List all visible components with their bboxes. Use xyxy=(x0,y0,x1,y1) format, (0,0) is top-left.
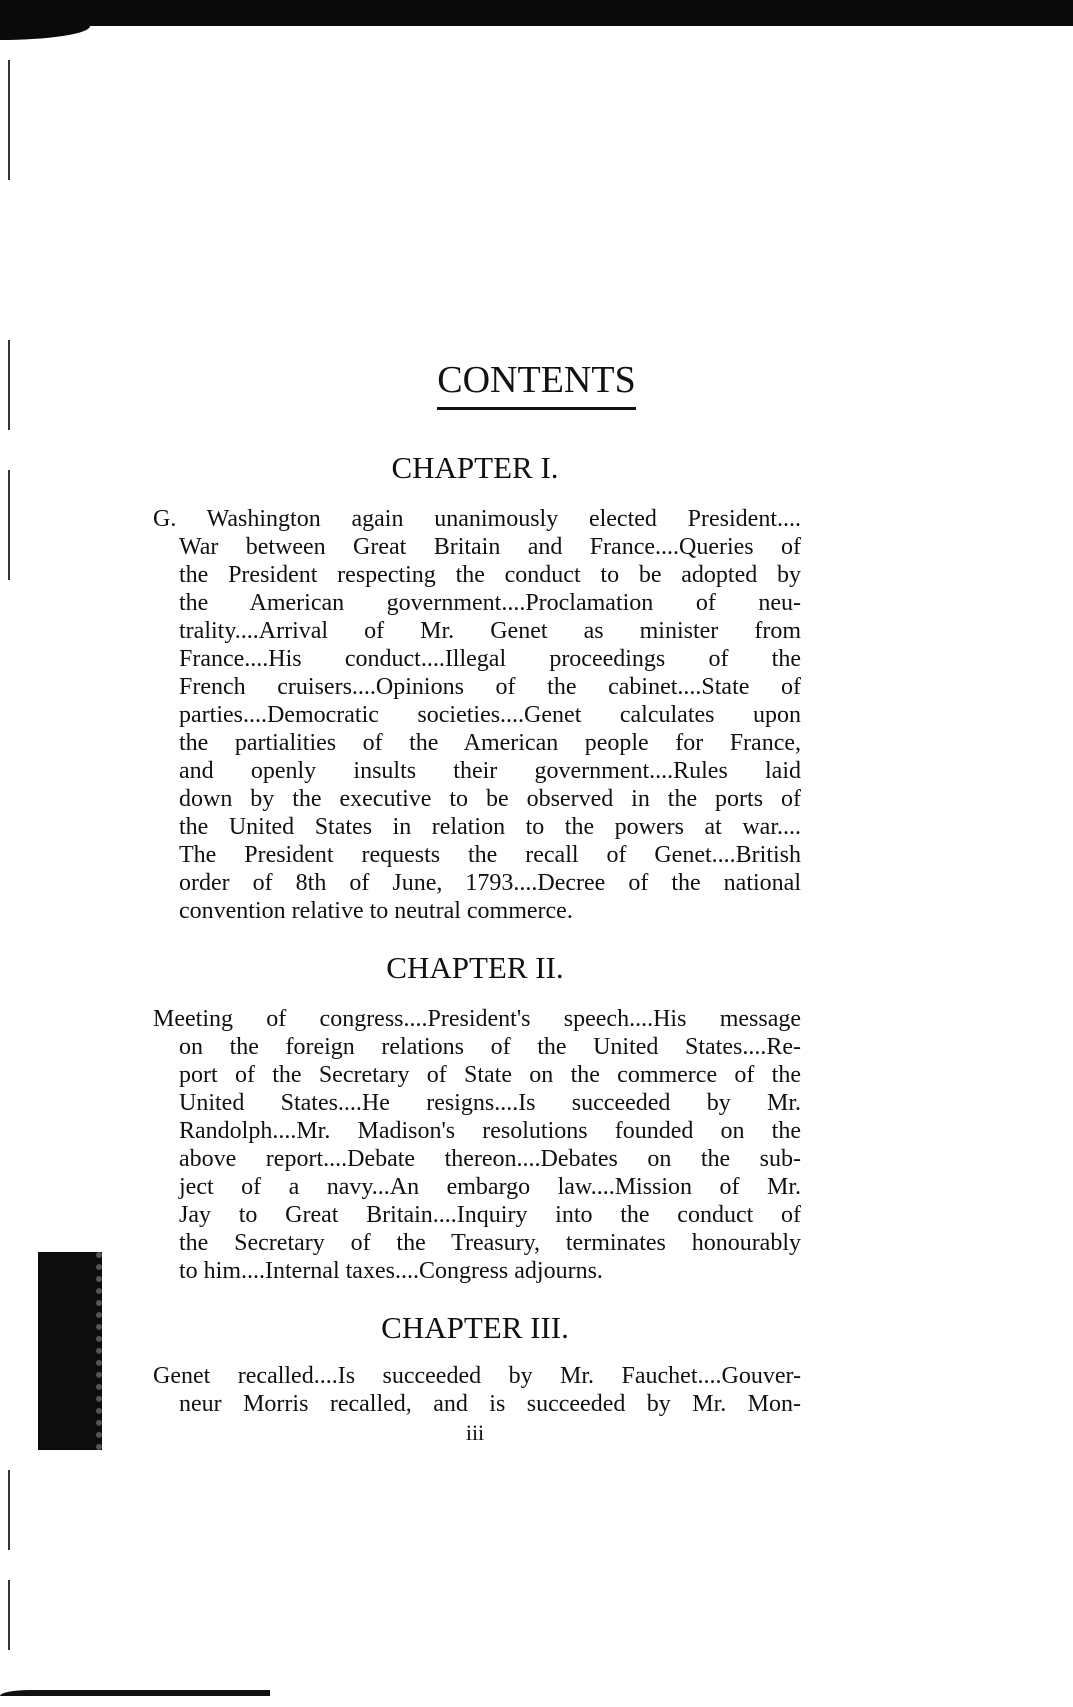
summary-line: Genet recalled....Is succeeded by Mr. Fauchet....Gouver- xyxy=(153,1363,801,1389)
summary-line: and openly insults their government....Rules laid xyxy=(179,758,801,784)
summary-line: parties....Democratic societies....Genet calculates upon xyxy=(179,702,801,728)
page-number: iii xyxy=(465,1420,485,1445)
summary-line: neur Morris recalled, and is succeeded by Mr. Mon- xyxy=(179,1391,801,1417)
summary-line: the American government....Proclamation of neu- xyxy=(179,590,801,616)
summary-line: to him....Internal taxes....Congress adjourns. xyxy=(179,1258,603,1284)
page-title-text: CONTENTS xyxy=(437,359,635,410)
summary-line: the United States in relation to the powers at war.... xyxy=(179,814,801,840)
summary-line: War between Great Britain and France....Queries of xyxy=(179,534,801,560)
chapter-heading: CHAPTER II. xyxy=(386,950,564,985)
summary-line: France....His conduct....Illegal proceedings of the xyxy=(179,646,801,672)
chapter-summary xyxy=(153,1362,801,1418)
summary-line: convention relative to neutral commerce. xyxy=(179,898,573,924)
summary-line: Jay to Great Britain....Inquiry into the conduct of xyxy=(179,1202,801,1228)
summary-line: Randolph....Mr. Madison's resolutions founded on the xyxy=(179,1118,801,1144)
scan-edge-mark xyxy=(8,60,10,180)
summary-line: Meeting of congress....President's speech....His message xyxy=(153,1006,801,1032)
page-title xyxy=(0,358,1073,402)
summary-line: United States....He resigns....Is succeeded by Mr. xyxy=(179,1090,801,1116)
summary-line: the partialities of the American people for France, xyxy=(179,730,801,756)
summary-line: trality....Arrival of Mr. Genet as minister from xyxy=(179,618,801,644)
chapter-heading: CHAPTER I. xyxy=(391,450,559,485)
chapter-summary xyxy=(153,1005,801,1285)
summary-line: ject of a navy...An embargo law....Mission of Mr. xyxy=(179,1174,801,1200)
summary-line: above report....Debate thereon....Debates on the sub- xyxy=(179,1146,801,1172)
summary-line: The President requests the recall of Genet....British xyxy=(179,842,801,868)
scan-edge-mark xyxy=(8,1470,10,1550)
summary-line: order of 8th of June, 1793....Decree of the national xyxy=(179,870,801,896)
summary-line: G. Washington again unanimously elected President.... xyxy=(153,506,801,532)
summary-line: on the foreign relations of the United States....Re- xyxy=(179,1034,801,1060)
summary-line: French cruisers....Opinions of the cabinet....State of xyxy=(179,674,801,700)
summary-line: port of the Secretary of State on the commerce of the xyxy=(179,1062,801,1088)
chapter-heading: CHAPTER III. xyxy=(381,1310,569,1345)
scan-bottom-border xyxy=(0,1690,270,1696)
summary-line: the President respecting the conduct to be adopted by xyxy=(179,562,801,588)
chapter-summary xyxy=(153,505,801,925)
scan-edge-mark xyxy=(8,470,10,580)
summary-line: the Secretary of the Treasury, terminates honourably xyxy=(179,1230,801,1256)
summary-line: down by the executive to be observed in the ports of xyxy=(179,786,801,812)
scan-edge-mark xyxy=(8,1580,10,1650)
scan-top-border xyxy=(0,0,1073,26)
